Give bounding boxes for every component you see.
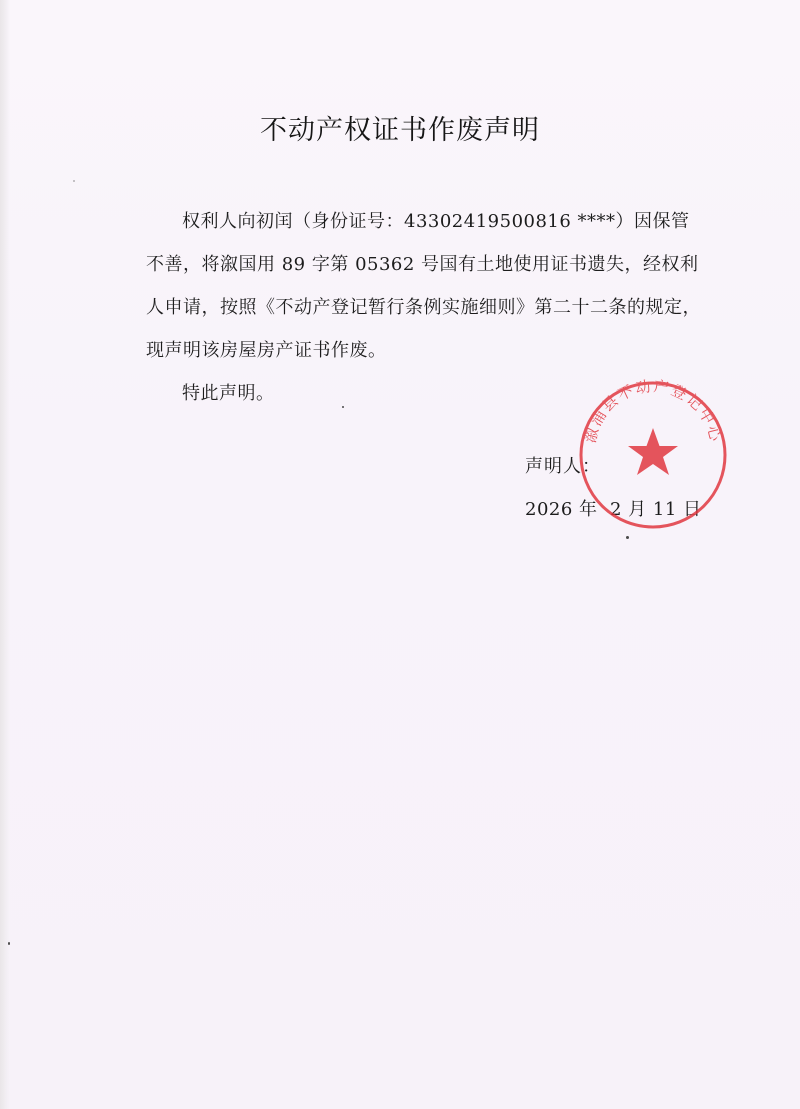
- scan-speck: [626, 536, 629, 539]
- scan-speck: [342, 406, 344, 408]
- closing-statement: 特此声明。: [182, 383, 275, 404]
- seal-text: 溆浦县不动产登记中心: [581, 377, 725, 445]
- seal-star-icon: [628, 428, 678, 475]
- scan-speck: [73, 180, 75, 182]
- document-title: 不动产权证书作废声明: [260, 115, 540, 146]
- declaration-date: 2026 年 2 月 11 日: [525, 499, 702, 520]
- signer-label: 声明人：: [525, 456, 601, 477]
- scan-speck: [8, 942, 10, 945]
- official-seal: [558, 370, 748, 530]
- declaration-paragraph: 权利人向初闰（身份证号：43302419500816 ****）因保管不善，将溆国用 89 字第 05362 号国有土地使用证书遗失，经权利人申请，按照《不动产登记暂行条例实施细则》第二十二条的规定，现声明该房屋房产证书作废。: [146, 211, 701, 361]
